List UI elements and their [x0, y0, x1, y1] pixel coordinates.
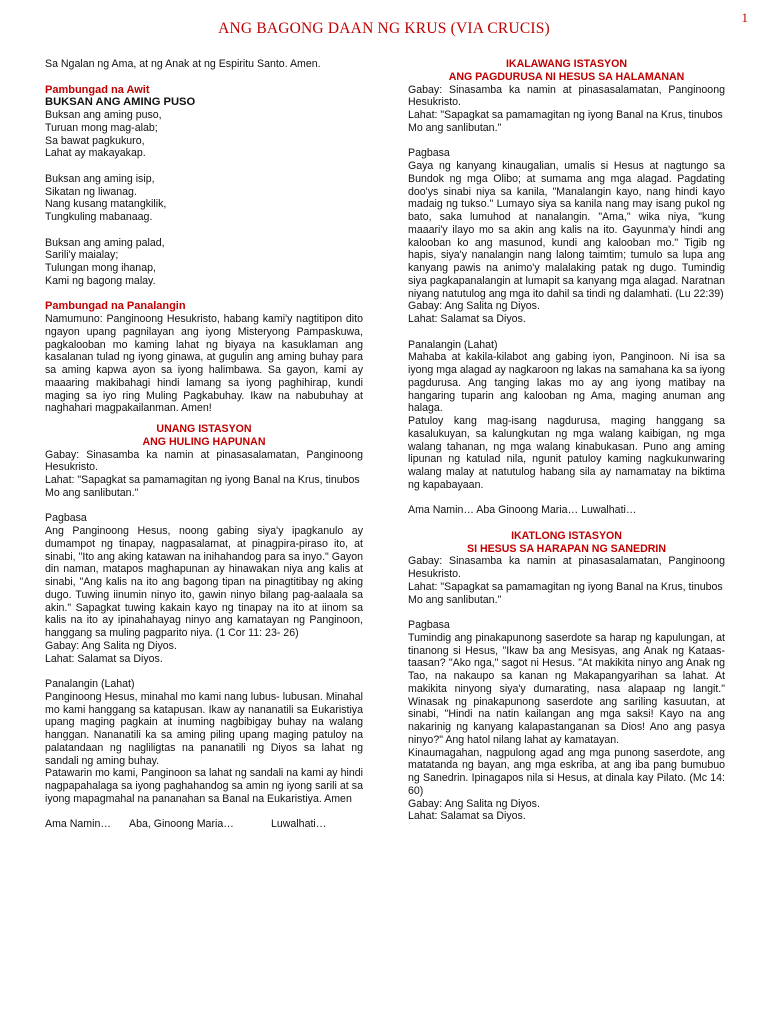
station-1-pagbasa-text: Ang Panginoong Hesus, noong gabing siya'y ipagkanulo ay dumampot ng tinapay, nagpasalamat, at pinagpira-piraso ito, at sinabi, "Ito ang aking katawan na inihahandog para sa inyo." Gayon din naman, matapos maghapunan ay hinawakan niya ang kalis at sinabi, "Ang kalis na ito ang bagong tipan na pinagtitibay ng aking dugo. Tuwing iinumin ninyo ito, gawin ninyo bilang pag-aalaala sa akin." Sapagkat tuwing kakain kayo ng tinapay na ito at iinom sa kalis na ito ay ipinahahayag ninyo ang kamatayan ng Panginoon, hanggang sa muling pagparito niya. (1 Cor 11: 23- 26) [45, 525, 363, 639]
song-stanza-2 [45, 173, 363, 224]
closing-prayer-item: Luwalhati… [271, 818, 327, 831]
song-title: BUKSAN ANG AMING PUSO [45, 96, 196, 109]
song-stanza-1 [45, 109, 363, 160]
lyric-line: Buksan ang aming isip, [45, 172, 155, 185]
song-heading: Pambungad na Awit [45, 83, 150, 96]
station-1-panalangin-2: Patawarin mo kami, Panginoon sa lahat ng sandali na kami ay hindi nagpapahalaga sa iyong paghahandog sa amin ng iyong sarili at sa iyong mapagmahal na pananahan sa Banal na Eukaristiya. Amen [45, 767, 363, 805]
station-3-pagbasa-text-2: Kinaumagahan, nagpulong agad ang mga punong saserdote, ang matatanda ng bayan, ang mga eskriba, at ang iba pang bumubuo ng Sanedrin. Ipinagapos nila si Hesus, at dinala kay Pilato. (Mc 14: 60) [408, 746, 725, 797]
right-column [408, 58, 725, 823]
lyric-line: Sa bawat pagkukuro, [45, 134, 145, 147]
station-1-gabay: Gabay: Sinasamba ka namin at pinasasalamatan, Panginoong Hesukristo. [45, 448, 363, 474]
station-3-pagbasa-text-1: Tumindig ang pinakapunong saserdote sa harap ng kapulungan, at tinanong si Hesus, "Ikaw ba ang Mesisyas, ang Anak ng Kataas-taasan? "Ako nga," sagot ni Hesus. "At makikita ninyo ang Anak ng Tao, na nakaupo sa kanan ng Makapangyarihan sa lahat. At makikita ninyong siya'y dumarating, nasa alapaap ng langit." Winasak ng pinakapunong saserdote ang sariling kasuutan, at sinabi, "Hindi na natin kailangan ang mga saksi! Kayo na ang nakarinig ng kanyang kalapastanganan sa Dios! Ano ang pasya ninyo?" Ang hatol nilang lahat ay kamatayan. [408, 631, 725, 746]
station-3-pagbasa-label: Pagbasa [408, 619, 450, 631]
closing-prayer-item: Ama Namin… [45, 818, 111, 831]
station-2-closing-prayers: Ama Namin… Aba Ginoong Maria… Luwalhati… [408, 504, 637, 517]
station-2-name: ANG PAGDURUSA NI HESUS SA HALAMANAN [448, 70, 685, 83]
lyric-line: Turuan mong mag-alab; [45, 121, 158, 134]
lyric-line: Buksan ang aming palad, [45, 236, 165, 249]
closing-prayer-item: Aba, Ginoong Maria… [129, 818, 234, 831]
station-3-lahat: Lahat: "Sapagkat sa pamamagitan ng iyong Banal na Krus, tinubos Mo ang sanlibutan." [408, 580, 723, 606]
station-2-pagbasa-label: Pagbasa [408, 147, 450, 160]
lyric-line: Tungkuling mabanaag. [45, 211, 153, 223]
station-2-gabay-2: Gabay: Ang Salita ng Diyos. [408, 300, 540, 313]
station-1-name: ANG HULING HAPUNAN [142, 435, 266, 448]
document-title: ANG BAGONG DAAN NG KRUS (VIA CRUCIS) [218, 20, 550, 37]
song-stanza-3 [45, 237, 363, 288]
station-1-panalangin-label: Panalangin (Lahat) [45, 678, 135, 690]
lyric-line: Nang kusang matangkilik, [45, 198, 167, 211]
station-3-lahat-2: Lahat: Salamat sa Diyos. [408, 810, 526, 823]
lyric-line: Tulungan mong ihanap, [45, 262, 156, 274]
station-3-gabay-2: Gabay: Ang Salita ng Diyos. [408, 797, 540, 810]
page-number: 1 [741, 10, 748, 25]
station-3-name: SI HESUS SA HARAPAN NG SANEDRIN [467, 542, 666, 555]
lyric-line: Kami ng bagong malay. [45, 274, 156, 287]
station-2-lahat: Lahat: "Sapagkat sa pamamagitan ng iyong Banal na Krus, tinubos Mo ang sanlibutan." [408, 109, 723, 134]
station-2-pagbasa-text: Gaya ng kanyang kinaugalian, umalis si Hesus at nagtungo sa Bundok ng mga Olibo; at sumama ang mga alagad. Pagdating doo'ys sinabi niya sa kanila, "Manalangin kayo, nang hindi kayo madaig ng tukso." Lumayo siya sa kanila nang may isang pukol ng bato, saka lumuhod at nanalangin. "Ama," wika niya, "kung maaari'y ilayo mo sa akin ang kalis na ito. Gayunma'y hindi ang kalooban ko ang masunod, kundi ang kalooban mo." Tigib ng hapis, siya'y nanalangin nang lalong taimtim; tumulo sa lupa ang kanyang pawis na animo'y malalaking patak ng dugo. Tumindig siya pagkapanalangin at lumapit sa kanyang mga alagad. Naratnan niyang natutulog ang mga ito dahil sa tindi ng dalamhati. (Lu 22:39) [408, 160, 725, 300]
station-2-panalangin-1: Mahaba at kakila-kilabot ang gabing iyon, Panginoon. Ni isa sa iyong mga alagad ay nagkaroon ng lakas na samahana ka sa iyong pagdurusa. Ang tanging lakas mo ay ang iyong matibay na hangaring tuparin ang kalooban ng Ama, maging anuman ang halaga. [408, 351, 725, 415]
left-column [45, 58, 363, 831]
station-1-closing-prayers [45, 818, 363, 831]
station-3-gabay: Gabay: Sinasamba ka namin at pinasasalamatan, Panginoong Hesukristo. [408, 555, 725, 580]
lyric-line: Sarili'y maialay; [45, 249, 119, 262]
station-2-number: IKALAWANG ISTASYON [505, 58, 628, 70]
lyric-line: Sikatan ng liwanag. [45, 185, 137, 198]
station-1-lahat-2: Lahat: Salamat sa Diyos. [45, 652, 163, 665]
station-1-lahat: Lahat: "Sapagkat sa pamamagitan ng iyong Banal na Krus, tinubos Mo ang sanlibutan." [45, 474, 360, 499]
station-1-gabay-2: Gabay: Ang Salita ng Diyos. [45, 639, 177, 652]
station-3-number: IKATLONG ISTASYON [511, 529, 622, 542]
lyric-line: Lahat ay makayakap. [45, 147, 146, 160]
station-2-lahat-2: Lahat: Salamat sa Diyos. [408, 313, 526, 325]
station-1-number: UNANG ISTASYON [156, 423, 252, 435]
opening-line: Sa Ngalan ng Ama, at ng Anak at ng Espiritu Santo. Amen. [45, 58, 321, 70]
prayer-heading: Pambungad na Panalangin [45, 300, 186, 313]
lyric-line: Buksan ang aming puso, [45, 109, 162, 121]
station-2-panalangin-2: Patuloy kang mag-isang nagdurusa, maging hanggang sa kasalukuyan, sa kalungkutan ng mga walang kaibigan, ng mga walang tahanan, ng mga walang kinabukasan. Puno ang aming lipunan ng katulad nila, ngunit patuloy kaming nagkukunwaring walang malay at natutulog habang sila ay namamatay na biktima ng kapabayaan. [408, 415, 725, 491]
station-2-panalangin-label: Panalangin (Lahat) [408, 338, 498, 351]
station-2-gabay: Gabay: Sinasamba ka namin at pinasasalamatan, Panginoong Hesukristo. [408, 83, 725, 109]
opening-prayer-text: Namumuno: Panginoong Hesukristo, habang kami'y nagtitipon dito ngayon upang pagnilayan ang iyong Misteryong Pampaskuwa, pagkalooban mo kaming lahat ng biyaya na kasuklaman ang kasalanan tulad ng iyong ginawa, at gugulin ang aming buhay para sa aming kapwa ayon sa iyong halimbawa. Sa gayon, kami ay maaaring makibahagi hindi lamang sa iyong paghihirap, kundi maging sa iyo ring Muling Pagkabuhay. Ikaw na nabubuhay at naghahari magpakailanman. Amen! [45, 313, 363, 415]
station-1-pagbasa-label: Pagbasa [45, 512, 87, 525]
station-1-panalangin-1: Panginoong Hesus, minahal mo kami nang lubus- lubusan. Minahal mo kami hanggang sa katapusan. Ikaw ay nananatili sa Eukaristiya upang maging pagkain at inuming nagbibigay buhay na walang hanggan. Nananatili ka sa aming piling upang maging patuloy na palatandaan ng nagliligtas na pananatili ng Diyos sa lahat ng sandali ng aming buhay. [45, 690, 363, 767]
